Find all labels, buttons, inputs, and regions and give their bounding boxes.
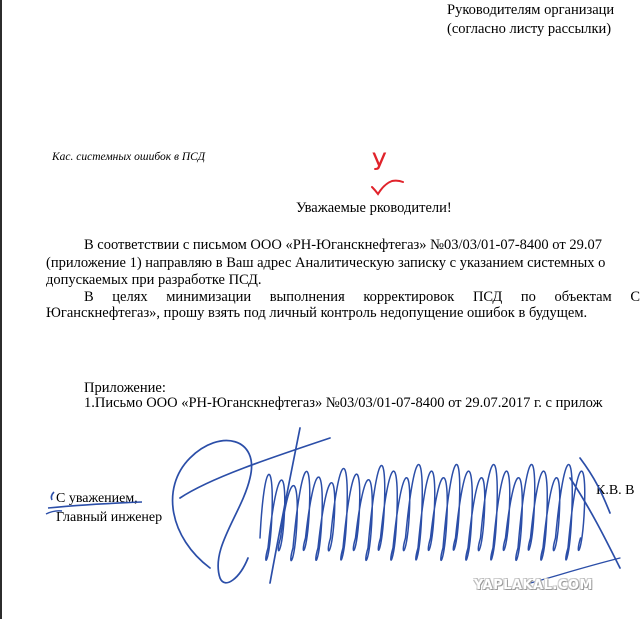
handwritten-signature xyxy=(150,418,630,598)
body-line-3: допускаемых при разработке ПСД. xyxy=(46,272,262,288)
body-line-4: В целях минимизации выполнения корректировок ПСД по объектам С xyxy=(84,289,640,305)
addressee-line-1: Руководителям организаци xyxy=(447,2,615,18)
addressee-line-2: (согласно листу рассылки) xyxy=(447,21,612,37)
watermark-logo: YAPLAKAL.COM xyxy=(474,578,593,593)
greeting: Уважаемые рководители! xyxy=(296,200,452,216)
body-line-2: (приложение 1) направляю в Ваш адрес Аналитическую записку с указанием системных о xyxy=(46,255,606,271)
letter-subject-reference: Кас. системных ошибок в ПСД xyxy=(52,151,206,163)
handwritten-correction-letter: У xyxy=(372,148,387,176)
signature-name: К.В. В xyxy=(596,483,635,498)
attachment-label: Приложение: xyxy=(84,380,166,396)
signature-closing: С уважением, xyxy=(56,491,138,506)
signature-position: Главный инженер xyxy=(56,510,163,525)
body-line-1: В соответствии с письмом ООО «РН-Юганскнефтегаз» №03/03/01-07-8400 от 29.07 xyxy=(84,237,602,253)
attachment-item: 1.Письмо ООО «РН-Юганскнефтегаз» №03/03/01-07-8400 от 29.07.2017 г. с прилож xyxy=(84,395,603,411)
body-line-5: Юганскнефтегаз», прошу взять под личный контроль недопущение ошибок в будущем. xyxy=(46,305,588,321)
page-left-edge xyxy=(0,0,2,619)
handwritten-checkmark-icon xyxy=(370,178,406,198)
